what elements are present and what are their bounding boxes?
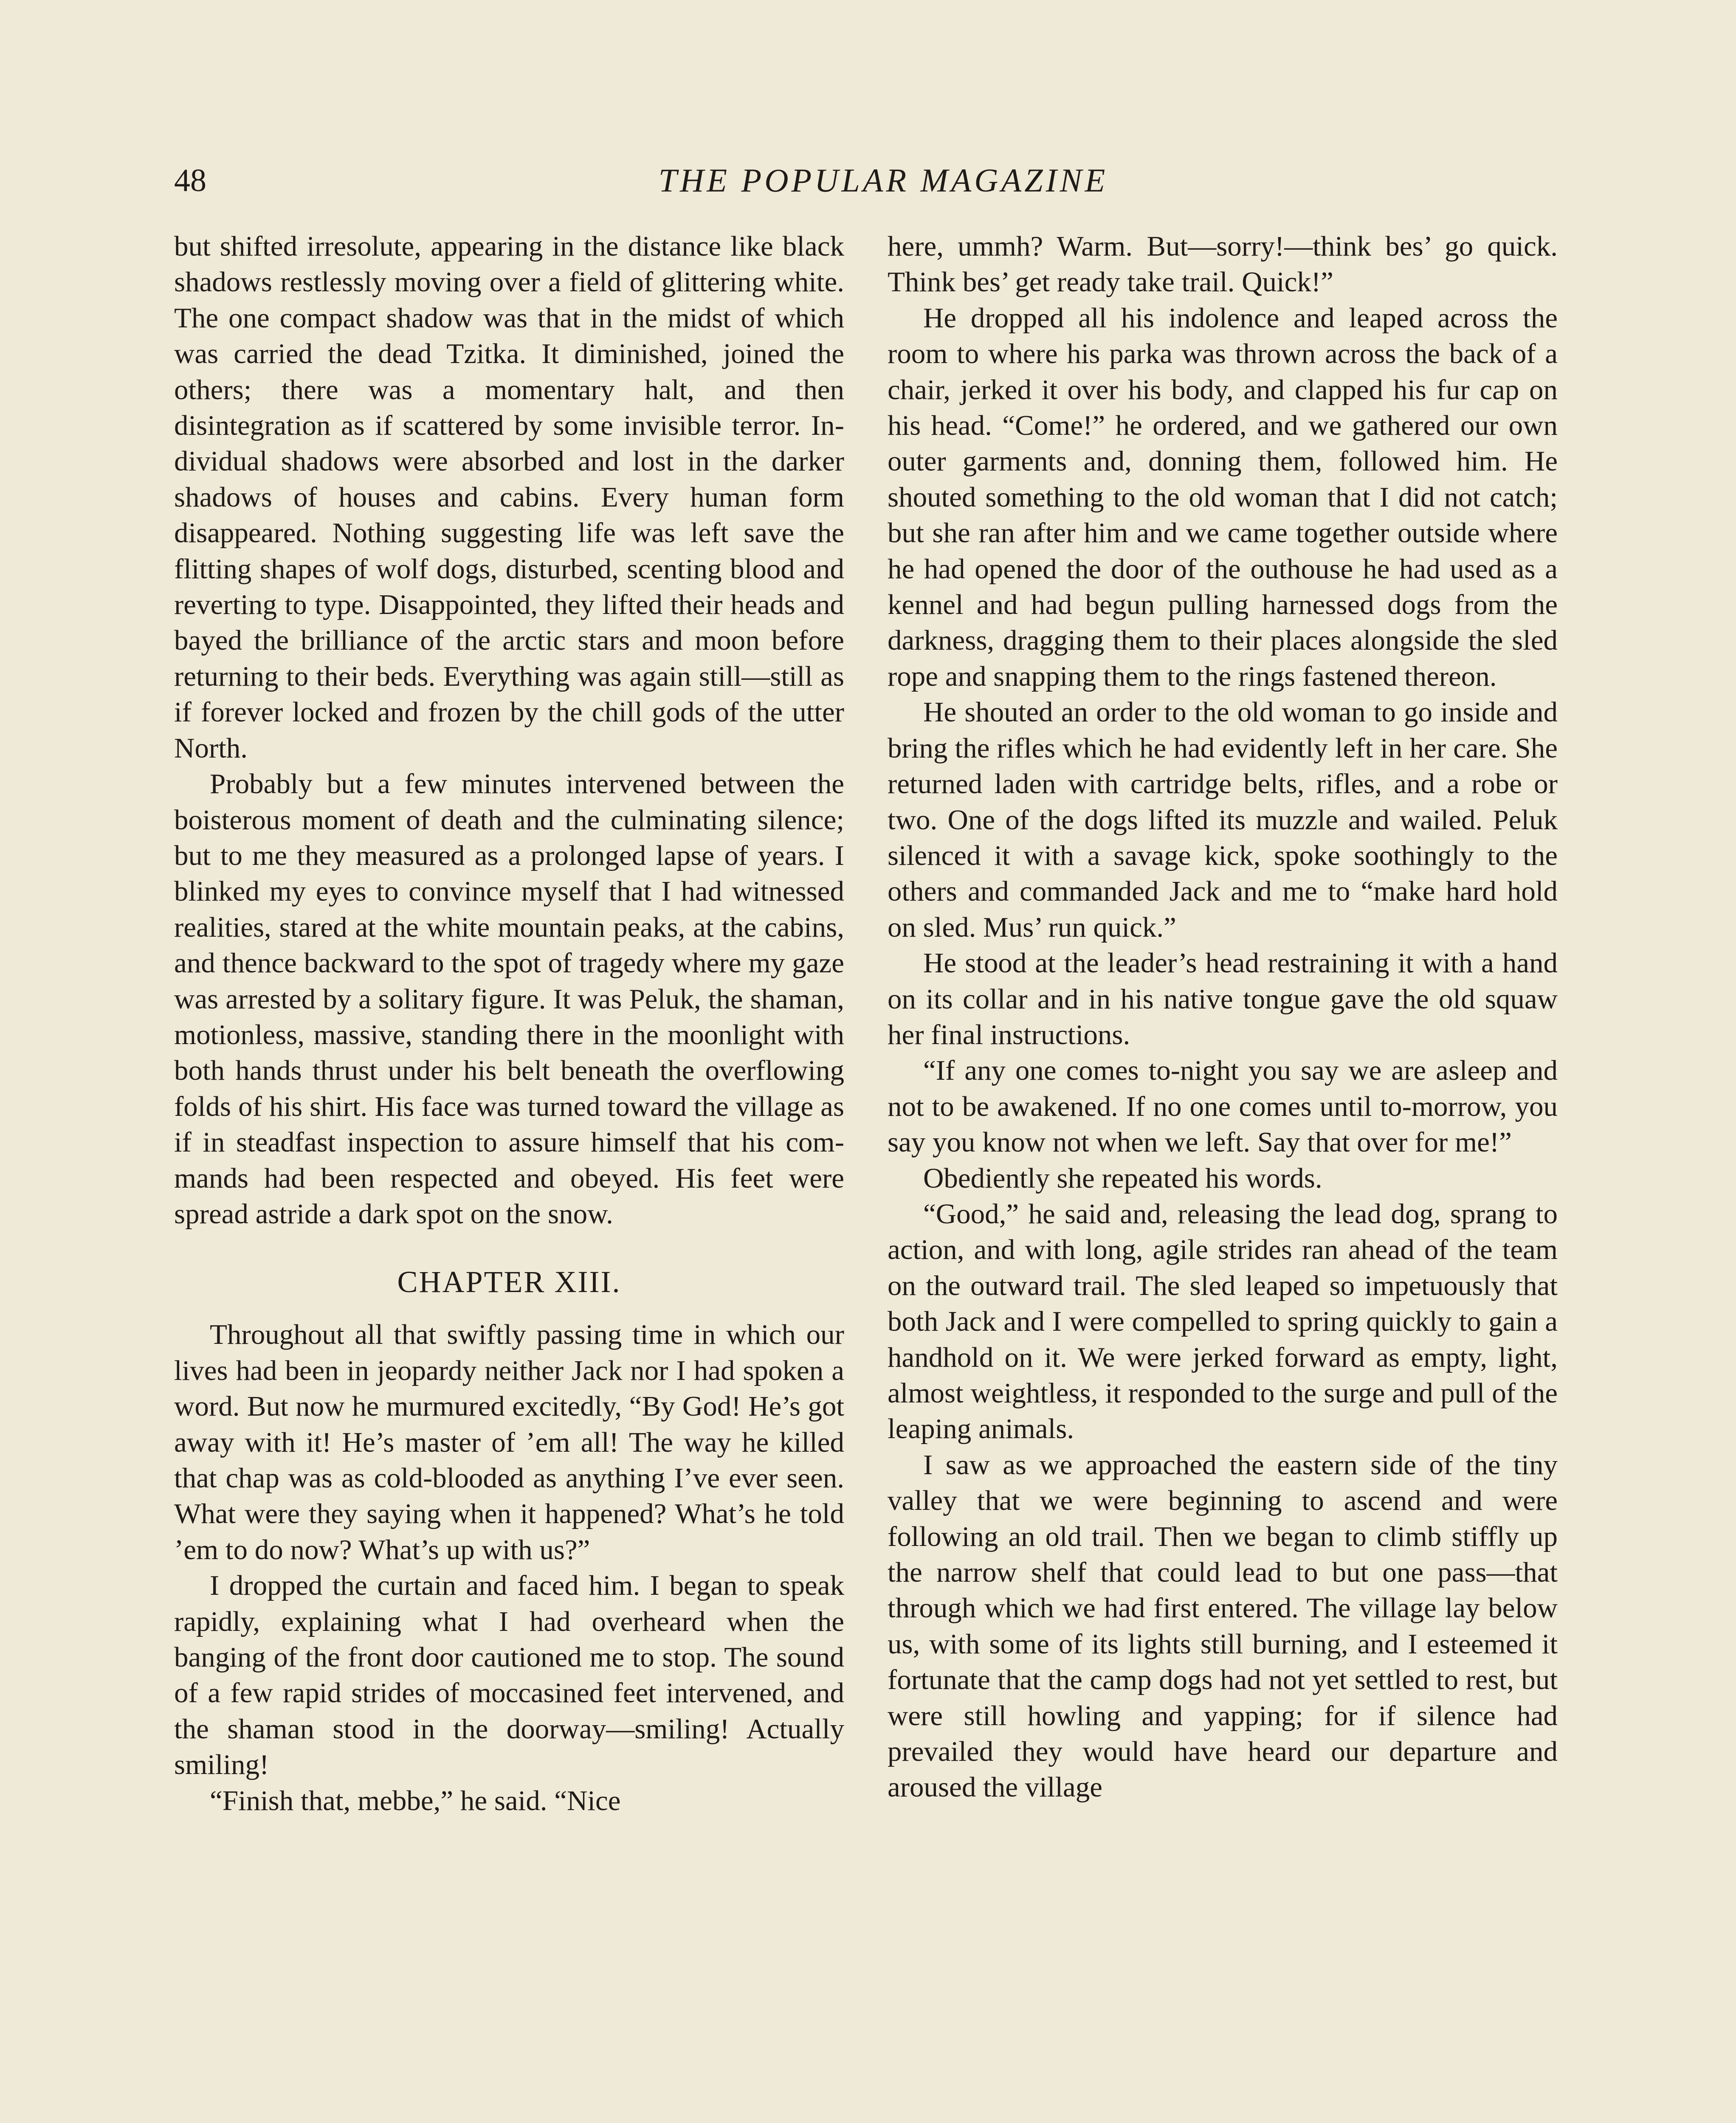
paragraph: I saw as we approached the eastern side of the tiny valley that we were beginning to ascend and were following an old trail. Then we began to climb stiffly up the narrow shelf that could lead to but one pass—that through which we had first entered. The village lay below us, with some of its lights still burning, and I esteemed it fortunate that the camp dogs had not yet settled to rest, but were still howling and yapping; for if silence had prevailed they would have heard our departure and aroused the village xyxy=(888,1449,1558,1803)
paragraph: “If any one comes to-night you say we are asleep and not to be awakened. If no one comes until to-morrow, you say you know not when we left. Say that over for me!” xyxy=(888,1055,1558,1158)
paragraph: He stood at the leader’s head restraining it with a hand on its collar and in his native tongue gave the old squaw her final instructions. xyxy=(888,947,1558,1050)
paragraph: here, ummh? Warm. But—sorry!—think bes’ go quick. Think bes’ get ready take trail. Quick!” xyxy=(888,231,1558,298)
paragraph: “Good,” he said and, releasing the lead dog, sprang to action, and with long, agile strides ran ahead of the team on the outward trail. The sled leaped so impetuously that both Jack and I were compelled to spring quickly to gain a handhold on it. We were jerked forward as empty, light, almost weightless, it responded to the surge and pull of the leaping animals. xyxy=(888,1198,1558,1445)
paragraph: Throughout all that swiftly passing time in which our lives had been in jeopardy neither Jack nor I had spoken a word. But now he murmured excitedly, “By God! He’s got away with it! He’s master of ’em all! The way he killed that chap was as cold-blooded as anything I’ve ever seen. What were they saying when it happened? What’s he told ’em to do now? What’s up with us?” xyxy=(174,1319,844,1566)
page-number: 48 xyxy=(174,163,206,198)
paragraph: He dropped all his indolence and leaped across the room to where his parka was thrown across the back of a chair, jerked it over his body, and clapped his fur cap on his head. “Come!” he ordered, and we gathered our own outer garments and, donning them, followed him. He shouted something to the old woman that I did not catch; but she ran after him and we came together outside where he had opened the door of the outhouse he had used as a kennel and had begun pulling harnessed dogs from the darkness, dragging them to their places alongside the sled rope and snapping them to the rings fastened thereon. xyxy=(888,302,1558,692)
paragraph: He shouted an order to the old woman to go inside and bring the rifles which he had evidently left in her care. She returned laden with cartridge belts, rifles, and a robe or two. One of the dogs lifted its muzzle and wailed. Peluk silenced it with a savage kick, spoke soothingly to the others and commanded Jack and me to “make hard hold on sled. Mus’ run quick.” xyxy=(888,696,1558,943)
paragraph: I dropped the curtain and faced him. I began to speak rapidly, explaining what I had overheard when the banging of the front door cautioned me to stop. The sound of a few rapid strides of moccasined feet intervened, and the shaman stood in the doorway—smiling! Actually smiling! xyxy=(174,1570,844,1781)
right-column xyxy=(888,228,1558,1805)
paragraph: but shifted irresolute, appearing in the distance like black shadows restlessly moving over a field of glittering white. The one compact shadow was that in the midst of which was carried the dead Tzitka. It diminished, joined the others; there was a momentary halt, and then disintegration as if scattered by some invisible terror. Individual shadows were absorbed and lost in the darker shadows of houses and cabins. Every human form disappeared. Nothing suggesting life was left save the flitting shapes of wolf dogs, disturbed, scenting blood and reverting to type. Disappointed, they lifted their heads and bayed the brilliance of the arctic stars and moon before returning to their beds. Everything was again still—still as if forever locked and frozen by the chill gods of the utter North. xyxy=(174,231,844,764)
running-title: THE POPULAR MAGAZINE xyxy=(658,162,1108,199)
paragraph: Obediently she repeated his words. xyxy=(923,1162,1322,1194)
left-column xyxy=(174,228,844,1819)
chapter-heading: CHAPTER XIII. xyxy=(397,1265,621,1299)
paragraph: Probably but a few minutes intervened between the boisterous moment of death and the culminating silence; but to me they measured as a prolonged lapse of years. I blinked my eyes to convince myself that I had witnessed realities, stared at the white mountain peaks, at the cabins, and thence backward to the spot of tragedy where my gaze was arrested by a solitary figure. It was Peluk, the shaman, motionless, massive, standing there in the moonlight with both hands thrust under his belt beneath the overflowing folds of his shirt. His face was turned toward the village as if in steadfast inspection to assure himself that his commands had been respected and obeyed. His feet were spread astride a dark spot on the snow. xyxy=(174,768,844,1230)
paragraph: “Finish that, mebbe,” he said. “Nice xyxy=(210,1785,621,1816)
page-header xyxy=(174,159,1567,210)
